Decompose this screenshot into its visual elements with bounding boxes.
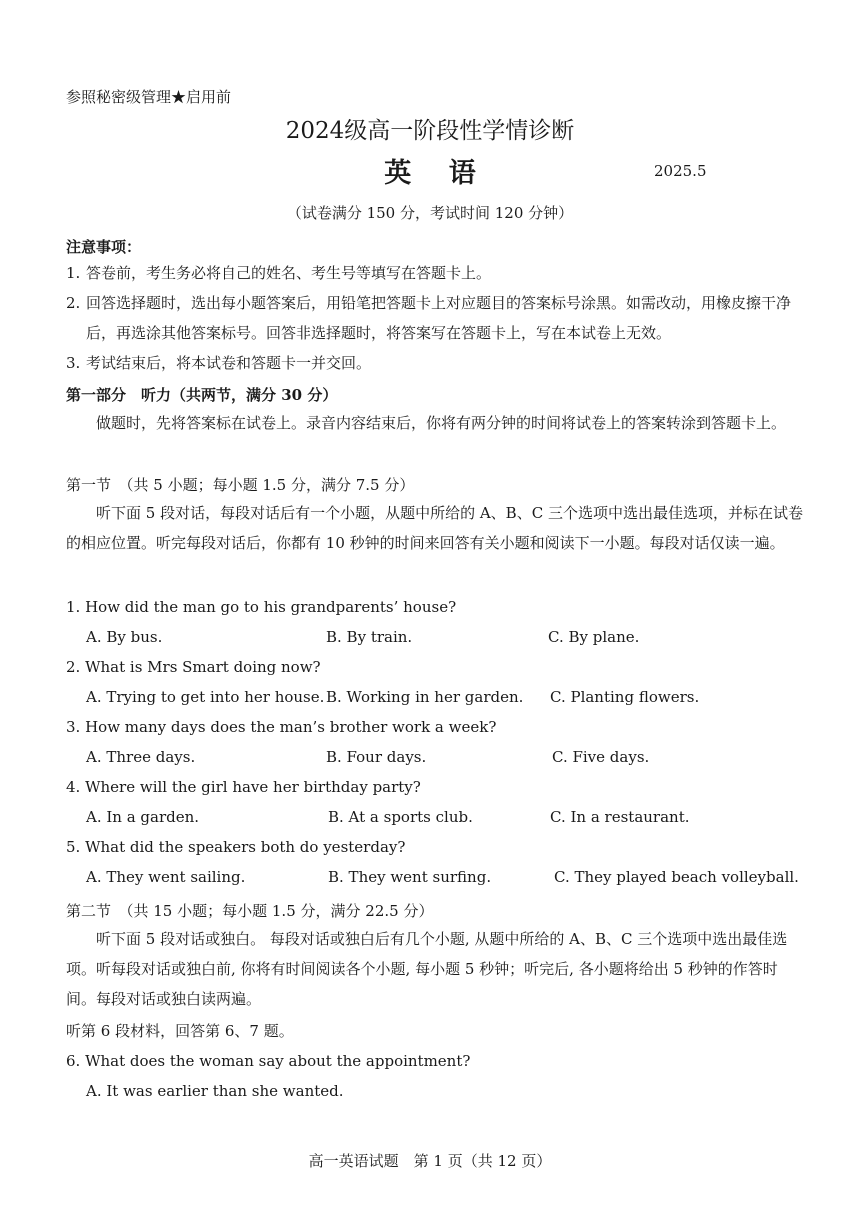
question-text: 3. How many days does the man’s brother work a week? bbox=[66, 718, 497, 736]
option-a: A. In a garden. bbox=[86, 808, 200, 826]
page-footer: 高一英语试题 第 1 页（共 12 页） bbox=[308, 1152, 552, 1170]
option-b: B. Four days. bbox=[326, 748, 427, 766]
section2-title: 第二节 （共 15 小题；每小题 1.5 分，满分 22.5 分） bbox=[66, 902, 434, 920]
notes-title: 注意事项： bbox=[66, 238, 142, 256]
section2-instructions: 听下面 5 段对话或独白。 每段对话或独白后有几个小题, 从题中所给的 A、B、C 三个选项中选出最佳选项。听每段对话或独白前, 你将有时间阅读各个小题, 每小题 5 秒钟；听完后, 各小题将给出 5 秒钟的作答时间。每段对话或独白读两遍。 bbox=[66, 930, 788, 1008]
score-note: （试卷满分 150 分，考试时间 120 分钟） bbox=[286, 204, 574, 222]
question-text: 2. What is Mrs Smart doing now? bbox=[66, 658, 321, 676]
option-a: A. It was earlier than she wanted. bbox=[86, 1082, 344, 1100]
option-c: C. Five days. bbox=[552, 748, 650, 766]
part1-instructions: 做题时，先将答案标在试卷上。录音内容结束后，你将有两分钟的时间将试卷上的答案转涂到答题卡上。 bbox=[96, 414, 787, 432]
material-note: 听第 6 段材料，回答第 6、7 题。 bbox=[66, 1022, 294, 1040]
option-c: C. They played beach volleyball. bbox=[554, 868, 799, 886]
section1-title: 第一节 （共 5 小题；每小题 1.5 分，满分 7.5 分） bbox=[66, 476, 415, 494]
question-text: 4. Where will the girl have her birthday party? bbox=[66, 778, 421, 796]
notes-item-number: 2. bbox=[66, 294, 81, 312]
option-c: C. Planting flowers. bbox=[550, 688, 700, 706]
subject-title: 英 语 bbox=[384, 158, 490, 189]
question-options bbox=[66, 622, 806, 652]
notes-item bbox=[66, 258, 806, 288]
option-b: B. At a sports club. bbox=[328, 808, 473, 826]
question-options bbox=[66, 682, 806, 712]
question-list bbox=[66, 592, 806, 892]
part1-title: 第一部分 听力（共两节，满分 30 分） bbox=[66, 386, 338, 404]
notes-item bbox=[66, 348, 806, 378]
notes-item-number: 1. bbox=[66, 264, 81, 282]
exam-date: 2025.5 bbox=[654, 162, 707, 180]
notes-item-number: 3. bbox=[66, 354, 81, 372]
option-a: A. They went sailing. bbox=[86, 868, 246, 886]
notes-item-text: 回答选择题时，选出每小题答案后，用铅笔把答题卡上对应题目的答案标号涂黑。如需改动，用橡皮擦干净后，再选涂其他答案标号。回答非选择题时，将答案写在答题卡上，写在本试卷上无效。 bbox=[86, 294, 792, 342]
question-text: 6. What does the woman say about the appointment? bbox=[66, 1052, 471, 1070]
notes-item-text: 答卷前，考生务必将自己的姓名、考生号等填写在答题卡上。 bbox=[86, 264, 492, 282]
question-text: 5. What did the speakers both do yesterday? bbox=[66, 838, 406, 856]
option-b: B. Working in her garden. bbox=[326, 688, 524, 706]
option-a: A. By bus. bbox=[86, 628, 163, 646]
option-c: C. By plane. bbox=[548, 628, 640, 646]
notes-item-text: 考试结束后，将本试卷和答题卡一并交回。 bbox=[86, 354, 372, 372]
option-b: B. They went surfing. bbox=[328, 868, 492, 886]
option-c: C. In a restaurant. bbox=[550, 808, 690, 826]
question-options bbox=[66, 802, 806, 832]
question-options bbox=[66, 862, 806, 892]
exam-title: 2024级高一阶段性学情诊断 bbox=[285, 118, 575, 144]
question-options bbox=[66, 1076, 806, 1106]
secret-notice: 参照秘密级管理★启用前 bbox=[66, 88, 232, 106]
question-options bbox=[66, 742, 806, 772]
question-text: 1. How did the man go to his grandparents’ house? bbox=[66, 598, 457, 616]
notes-list bbox=[66, 258, 806, 378]
question-list-section2 bbox=[66, 1046, 806, 1106]
section1-instructions: 听下面 5 段对话，每段对话后有一个小题，从题中所给的 A、B、C 三个选项中选出最佳选项，并标在试卷的相应位置。听完每段对话后，你都有 10 秒钟的时间来回答有关小题和阅读下一小题。每段对话仅读一遍。 bbox=[66, 504, 803, 552]
option-b: B. By train. bbox=[326, 628, 413, 646]
notes-item bbox=[66, 288, 806, 348]
option-a: A. Trying to get into her house. bbox=[86, 688, 325, 706]
option-a: A. Three days. bbox=[86, 748, 196, 766]
